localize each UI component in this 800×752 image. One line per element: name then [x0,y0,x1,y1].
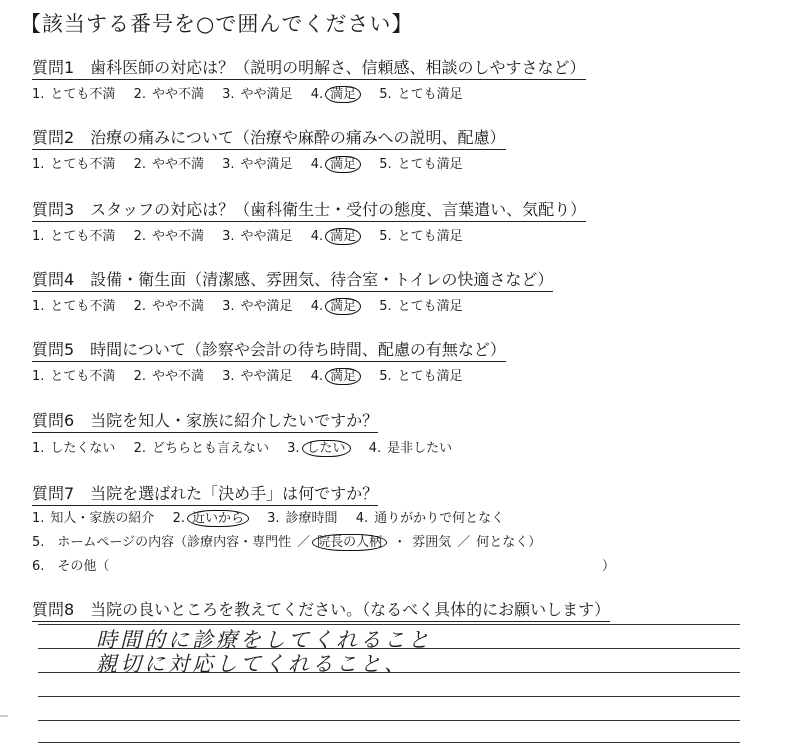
q6-option-1[interactable]: 1. したくない [32,441,116,456]
answer-line-5 [38,720,740,721]
q4-option-4[interactable]: 4. 満足 [311,298,361,316]
q5-option-3[interactable]: 3. やや満足 [222,369,293,384]
scan-mark [0,715,8,717]
q4-option-5[interactable]: 5. とても満足 [379,299,463,314]
q7-option-5-leader-circled[interactable]: 院長の人柄 [312,534,387,551]
question-5-title: 質問5 時間について（診察や会計の待ち時間、配慮の有無など） [32,340,506,362]
q5-option-2[interactable]: 2. やや不満 [133,369,204,384]
answer-line-6 [38,742,740,743]
q6-option-3[interactable]: 3. したい [287,440,350,458]
question-3-options [32,228,477,246]
selected-circle: 満足 [325,368,361,385]
q3-option-4[interactable]: 4. 満足 [311,228,361,246]
q1-option-3[interactable]: 3. やや満足 [222,87,293,102]
question-2-options [32,156,477,174]
other-close-paren: ） [602,559,616,574]
selected-circle: 満足 [325,298,361,315]
q4-option-2[interactable]: 2. やや不満 [133,299,204,314]
question-6-options [32,440,466,458]
selected-circle: したい [302,440,351,457]
q2-option-2[interactable]: 2. やや不満 [133,157,204,172]
question-7-options-row3 [32,558,616,576]
q4-option-3[interactable]: 3. やや満足 [222,299,293,314]
page-title: 【該当する番号を○で囲んでください】 [20,12,414,36]
handwritten-answer-2: 親切に対応してくれること、 [96,652,408,676]
question-3-title: 質問3 スタッフの対応は？（歯科衛生士・受付の態度、言葉遣い、気配り） [32,200,586,222]
q1-option-4[interactable]: 4. 満足 [311,86,361,104]
answer-line-3 [38,672,740,673]
q2-option-4[interactable]: 4. 満足 [311,156,361,174]
selected-circle: 満足 [325,156,361,173]
question-6-title: 質問6 当院を知人・家族に紹介したいですか？ [32,411,378,433]
q1-option-1[interactable]: 1. とても不満 [32,87,116,102]
question-7-options-row2: 5. ホームページの内容（診療内容・専門性 ／ 院長の人柄 ・ 雰囲気 ／ 何となく） [32,535,542,550]
selected-circle: 満足 [325,86,361,103]
q3-option-2[interactable]: 2. やや不満 [133,229,204,244]
question-4-options [32,298,477,316]
q3-option-5[interactable]: 5. とても満足 [379,229,463,244]
q7-option-3[interactable]: 3. 診療時間 [267,511,338,526]
q6-option-4[interactable]: 4. 是非したい [368,441,453,456]
question-4-title: 質問4 設備・衛生面（清潔感、雰囲気、待合室・トイレの快適さなど） [32,270,553,292]
question-2-title: 質問2 治療の痛みについて（治療や麻酔の痛みへの説明、配慮） [32,128,506,150]
q7-option-2[interactable]: 2. 近いから [173,510,249,528]
question-5-options [32,368,477,386]
q5-option-4[interactable]: 4. 満足 [311,368,361,386]
q2-option-5[interactable]: 5. とても満足 [379,157,463,172]
q2-option-1[interactable]: 1. とても不満 [32,157,116,172]
handwritten-answer-1: 時間的に診療をしてくれること [96,628,432,652]
q4-option-1[interactable]: 1. とても不満 [32,299,116,314]
answer-line-4 [38,696,740,697]
question-1-options [32,86,477,104]
q5-option-5[interactable]: 5. とても満足 [379,369,463,384]
question-1-title: 質問1 歯科医師の対応は？（説明の明解さ、信頼感、相談のしやすさなど） [32,58,586,80]
question-8-title: 質問8 当院の良いところを教えてください。（なるべく具体的にお願いします） [32,600,610,622]
q7-option-5-atmosphere[interactable]: 雰囲気 [412,535,452,550]
question-7-title: 質問7 当院を選ばれた「決め手」は何ですか？ [32,484,378,506]
q3-option-1[interactable]: 1. とても不満 [32,229,116,244]
q7-option-4[interactable]: 4. 通りがかりで何となく [355,511,505,526]
q7-option-6[interactable]: 6. その他（ [32,559,110,574]
selected-circle: 満足 [325,228,361,245]
q5-option-1[interactable]: 1. とても不満 [32,369,116,384]
q2-option-3[interactable]: 3. やや満足 [222,157,293,172]
q1-option-2[interactable]: 2. やや不満 [133,87,204,102]
q7-option-5[interactable]: 5. ホームページの内容（診療内容・専門性 [32,535,292,550]
q7-option-5-somehow[interactable]: 何となく） [476,535,542,550]
separator: ／ [457,535,471,550]
q6-option-2[interactable]: 2. どちらとも言えない [133,441,269,456]
q7-option-1[interactable]: 1. 知人・家族の紹介 [32,511,155,526]
question-7-options-row1 [32,510,518,528]
selected-circle: 近いから [187,510,249,527]
q3-option-3[interactable]: 3. やや満足 [222,229,293,244]
q1-option-5[interactable]: 5. とても満足 [379,87,463,102]
